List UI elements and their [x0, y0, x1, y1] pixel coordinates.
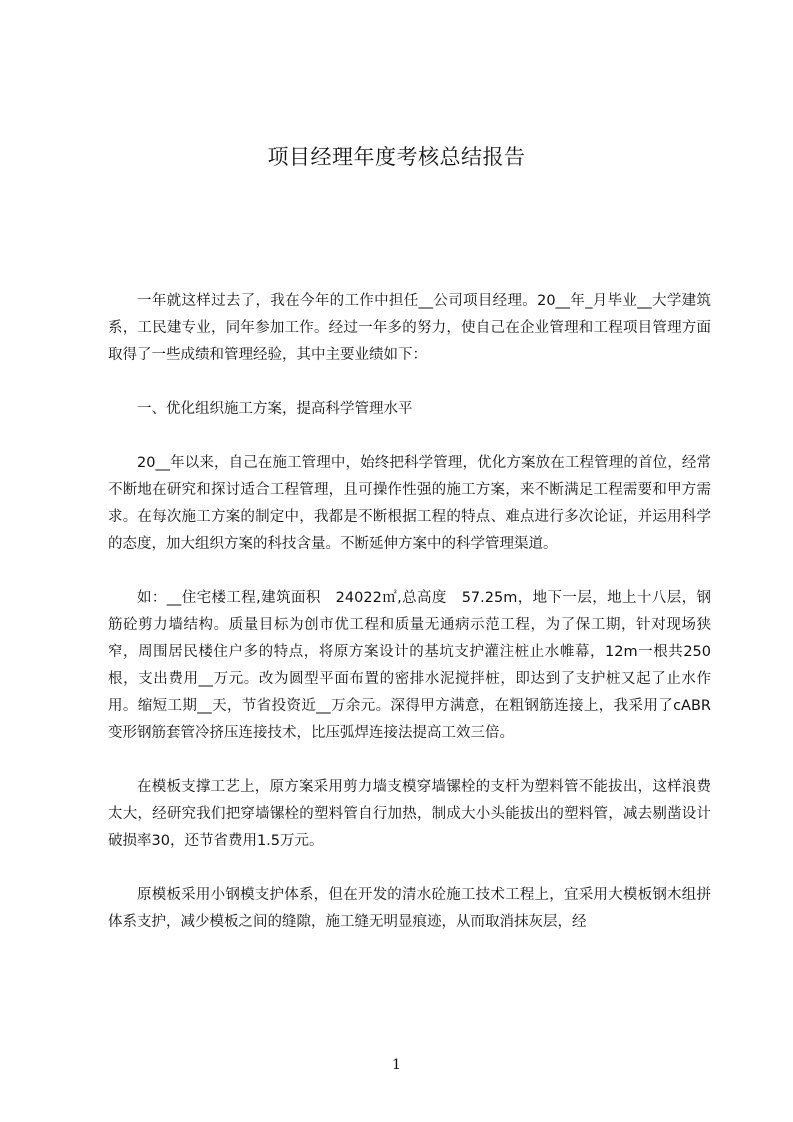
page-number: 1 — [392, 1057, 401, 1073]
intro-paragraph: 一年就这样过去了，我在今年的工作中担任__公司项目经理。20__年_月毕业__大学建筑系，工民建专业，同年参加工作。经过一年多的努力，使自己在企业管理和工程项目管理方面取得了一些成绩和管理经验，其中主要业绩如下： — [108, 293, 711, 363]
paragraph-gap — [108, 855, 711, 882]
steel-formwork-paragraph: 原模板采用小钢模支护体系，但在开发的清水砼施工技术工程上，宜采用大模板钢木组拼体系支护，减少模板之间的缝隙，施工缝无明显痕迹，从而取消抹灰层，经 — [108, 887, 711, 930]
paragraph-gap — [108, 369, 711, 396]
document-body — [108, 288, 711, 936]
document-title: 项目经理年度考核总结报告 — [267, 145, 526, 169]
formwork-paragraph: 在模板支撑工艺上，原方案采用剪力墙支模穿墙镙栓的支杆为塑料管不能拔出，这样浪费太大，经研究我们把穿墙镙栓的塑料管自行加热，制成大小头能拔出的塑料管，减去剔凿设计破损率30，还节省费用1.5万元。 — [108, 779, 711, 849]
paragraph-gap — [108, 747, 711, 774]
paragraph-gap — [108, 423, 711, 450]
paragraph-gap — [108, 558, 711, 585]
section-heading-1: 一、优化组织施工方案，提高科学管理水平 — [137, 401, 413, 417]
project-example-paragraph: 如：__住宅楼工程,建筑面积 24022㎡,总高度 57.25m，地下一层，地上十八层，钢筋砼剪力墙结构。质量目标为创市优工程和质量无通病示范工程，为了保工期，针对现场狭窄，周围居民楼住户多的特点，将原方案设计的基坑支护灌注桩止水帷幕，12m一根共250根，支出费用__万元。改为圆型平面布置的密排水泥搅拌桩，即达到了支护桩又起了止水作用。缩短工期__天，节省投资近__万余元。深得甲方满意，在粗钢筋连接上，我采用了cABR变形钢筋套管冷挤压连接技术，比压弧焊连接法提高工效三倍。 — [108, 590, 711, 741]
management-paragraph: 20__年以来，自己在施工管理中，始终把科学管理，优化方案放在工程管理的首位，经常不断地在研究和探讨适合工程管理，且可操作性强的施工方案，来不断满足工程需要和甲方需求。在每次施工方案的制定中，我都是不断根据工程的特点、难点进行多次论证，并运用科学的态度，加大组织方案的科技含量。不断延伸方案中的科学管理渠道。 — [108, 455, 711, 552]
